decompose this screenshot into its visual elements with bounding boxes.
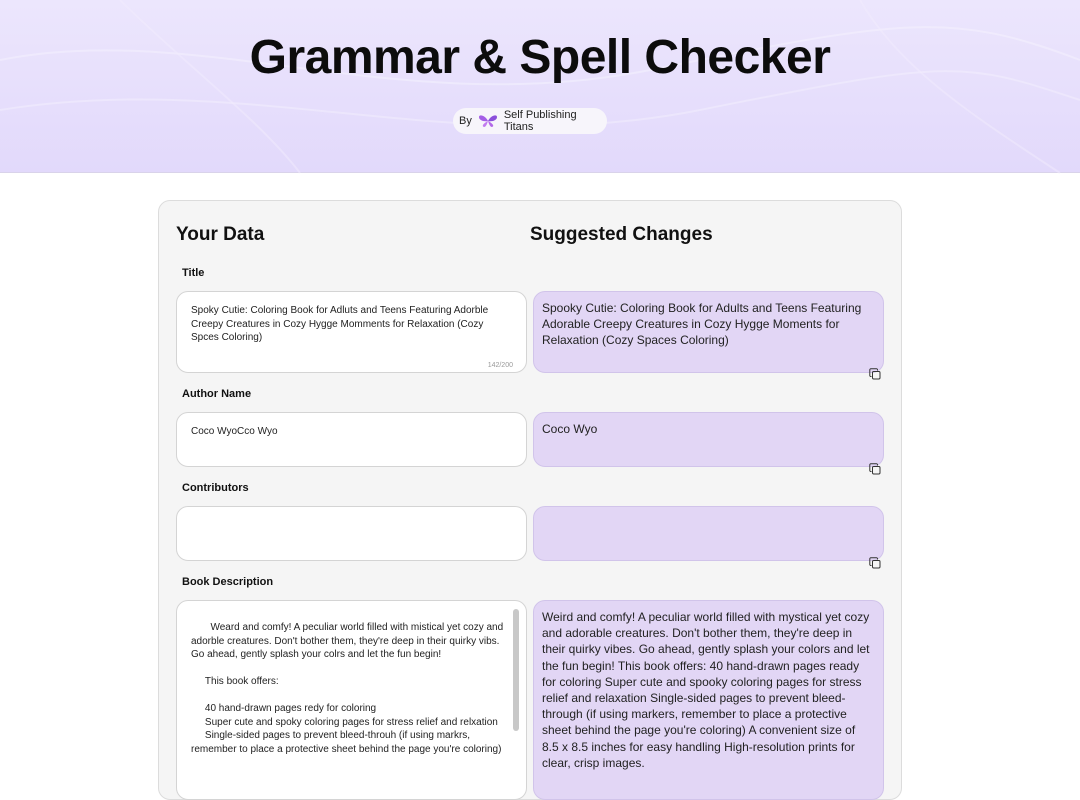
copy-icon[interactable] (869, 463, 881, 475)
contributors-suggestion (533, 506, 884, 561)
description-suggestion-text: Weird and comfy! A peculiar world filled with mystical yet cozy and adorable creatures. Don't bother them, they're deep in their quirky vibes. Go ahead, gently splash your colors and let the fun begin! This book offers: 40 hand-drawn pages ready for coloring Super cute and spooky coloring pages for stress relief and relaxation Single-sided pages to prevent bleed-through (if using markers, remember to place a protective sheet behind the page you're coloring) A convenient size of 8.5 x 8.5 inches for easy handling High-resolution prints for clear, crisp images. (542, 610, 870, 770)
description-input-text: Weard and comfy! A peculiar world filled with mistical yet cozy and adorble creatures. Don't bother them, they're deep in their quirky vibs. Go ahead, gently splash your colrs and let the fun begin! This book offers: 40 hand-drawn pages redy for coloring Super cute and spoky coloring pages for stress relief and relxation Single-sided pages to prevent bleed-throuh (if using markrs, remember to place a protective sheet behind the page you're coloring) (191, 622, 504, 755)
butterfly-logo-icon (478, 114, 498, 128)
author-input[interactable] (176, 412, 527, 467)
by-label: By (459, 115, 472, 127)
suggested-changes-heading: Suggested Changes (530, 224, 713, 245)
description-scrollbar[interactable] (513, 609, 519, 731)
author-input-text: Coco WyoCco Wyo (191, 426, 278, 437)
your-data-heading: Your Data (176, 224, 265, 245)
page-title: Grammar & Spell Checker (249, 31, 831, 84)
title-char-counter: 142/200 (487, 361, 513, 369)
hero-header (0, 0, 1080, 173)
brand-name: Self Publishing Titans (503, 109, 577, 133)
contributors-input[interactable] (176, 506, 527, 561)
brand-badge[interactable] (453, 108, 607, 134)
description-textarea[interactable] (176, 600, 527, 800)
title-input-text: Spoky Cutie: Coloring Book for Adluts and Teens Featuring Adorble Creepy Creatures in Cozy Hygge Momments for Relaxation (Cozy Spces Coloring) (191, 305, 489, 343)
title-input[interactable] (176, 291, 527, 373)
copy-icon[interactable] (869, 557, 881, 569)
author-suggestion (533, 412, 884, 467)
description-suggestion (533, 600, 884, 800)
contributors-label: Contributors (182, 482, 249, 494)
author-label: Author Name (182, 388, 252, 400)
title-label: Title (182, 267, 205, 279)
description-label: Book Description (182, 576, 274, 588)
author-suggestion-text: Coco Wyo (542, 422, 598, 436)
hero-background-waves (0, 0, 1080, 173)
copy-icon[interactable] (869, 368, 881, 380)
title-suggestion (533, 291, 884, 373)
title-suggestion-text: Spooky Cutie: Coloring Book for Adults and Teens Featuring Adorable Creepy Creatures in Cozy Hygge Moments for Relaxation (Cozy Spaces Coloring) (542, 301, 862, 348)
